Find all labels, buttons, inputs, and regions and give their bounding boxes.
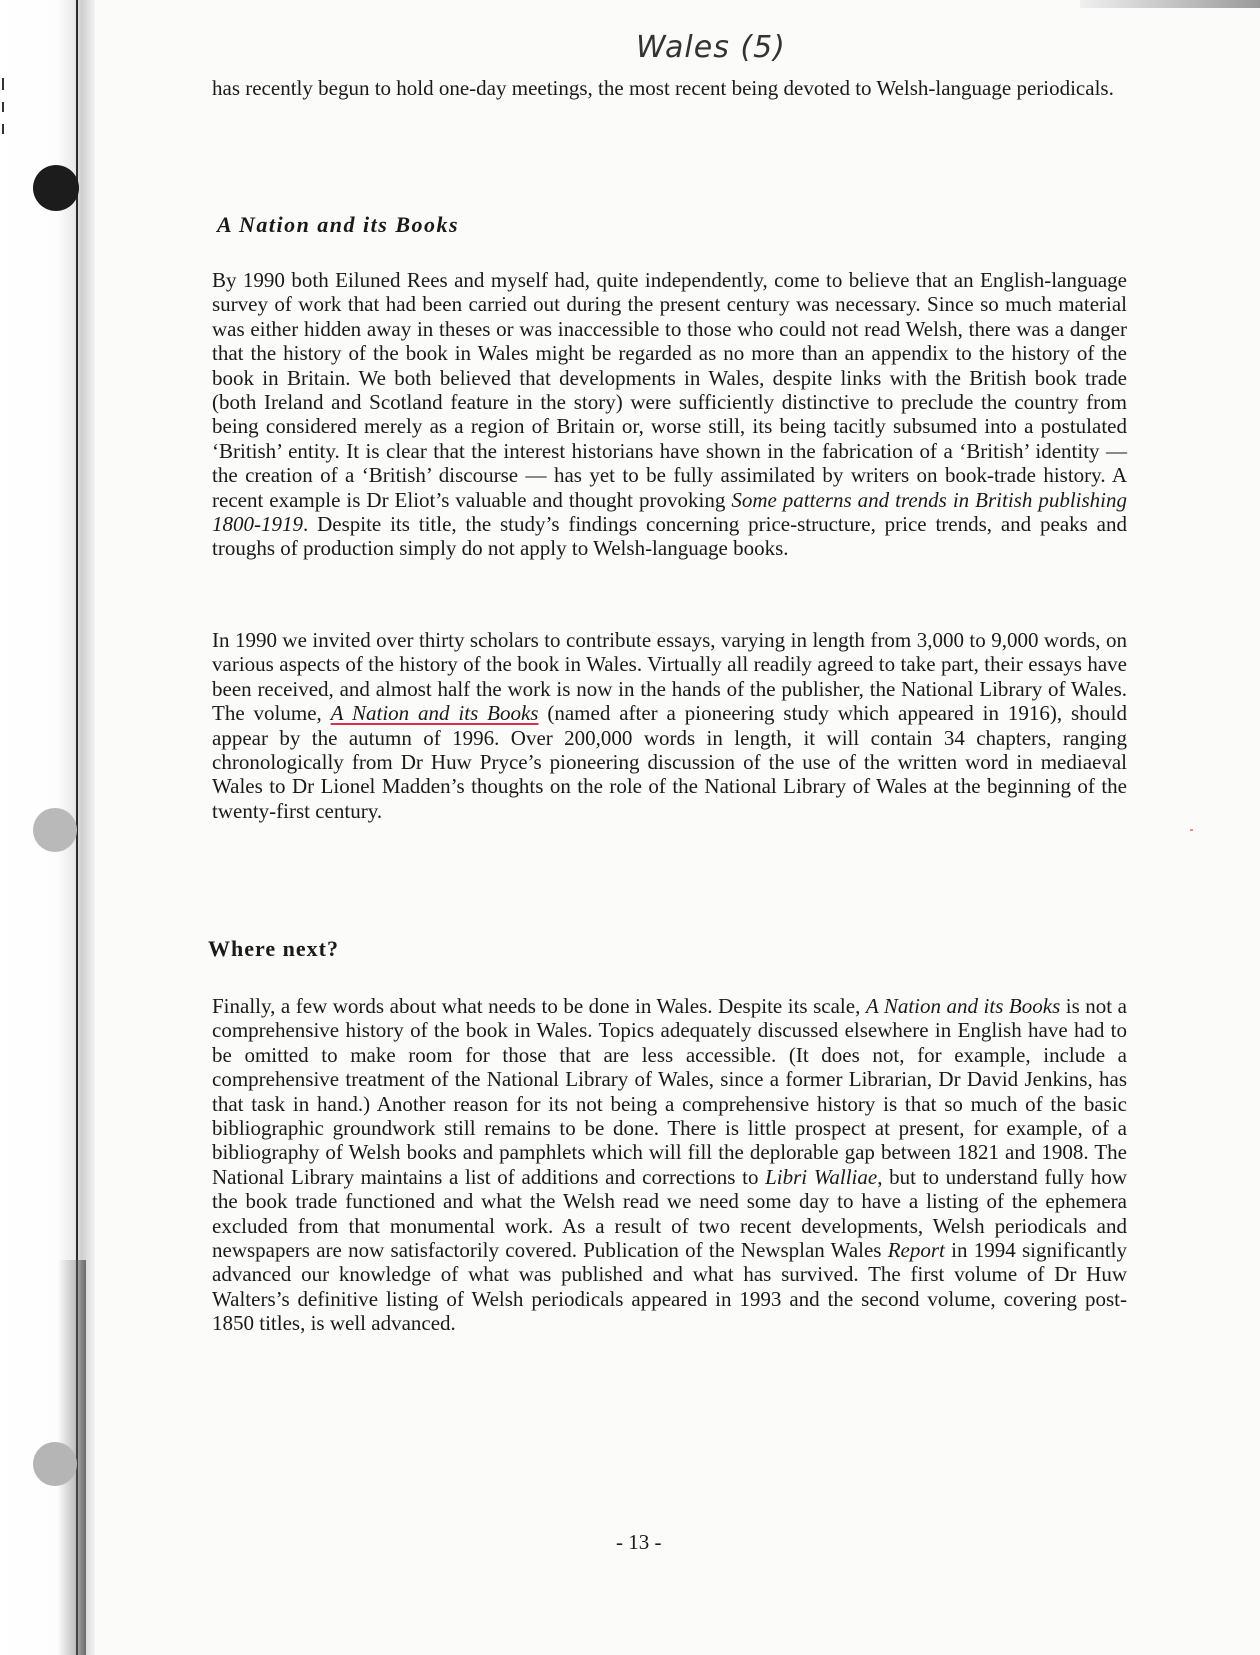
section-heading-nation: A Nation and its Books bbox=[217, 212, 460, 237]
section1-p1-title: Some patterns and trends in British publishing 1800-1919 bbox=[212, 487, 1127, 537]
section2-p1-c: , but to understand fully how the book trade functioned and what the Welsh read we need some day to have a listing of the ephemera excluded from that monumental work. As a result of two recent developments, Welsh periodicals and newspapers are now satisfactorily covered. Publication of the Newsplan Wales bbox=[212, 1164, 1127, 1263]
section2-p1-report: Report bbox=[887, 1238, 945, 1263]
intro-text: has recently begun to hold one-day meetings, the most recent being devoted to Welsh-language periodicals. bbox=[212, 76, 1114, 100]
section2-paragraph-1 bbox=[212, 994, 1127, 1336]
section-heading-where-next: Where next? bbox=[208, 936, 339, 961]
section1-p2-title: A Nation and its Books bbox=[330, 701, 539, 726]
section1-paragraph-1 bbox=[212, 268, 1127, 561]
edge-mark bbox=[2, 78, 4, 90]
edge-mark bbox=[2, 124, 4, 134]
binder-hole bbox=[33, 808, 77, 852]
ink-speck bbox=[1190, 829, 1193, 831]
binder-hole bbox=[33, 165, 79, 211]
intro-paragraph bbox=[212, 76, 1127, 100]
section2-p1-libri: Libri Walliae bbox=[765, 1164, 878, 1189]
section1-paragraph-2 bbox=[212, 628, 1127, 823]
handwritten-annotation: Wales (5) bbox=[636, 30, 786, 65]
binder-hole bbox=[33, 1442, 77, 1486]
section1-p1-b: . Despite its title, the study’s findings concerning price-structure, price trends, and peaks and troughs of production simply do not apply to Welsh-language books. bbox=[212, 512, 1127, 561]
edge-mark bbox=[2, 102, 4, 112]
page-number: - 13 - bbox=[616, 1530, 662, 1554]
section2-p1-b: is not a comprehensive history of the book in Wales. Topics adequately discussed elsewhere in English have had to be omitted to make room for those that are less accessible. (It does not, for example, include a comprehensive treatment of the National Library of Wales, since a former Librarian, Dr David Jenkins, has that task in hand.) Another reason for its not being a comprehensive history is that so much of the basic bibliographic groundwork still remains to be done. There is little prospect at present, for example, of a bibliography of Welsh books and pamphlets which will fill the deplorable gap between 1821 and 1908. The National Library maintains a list of additions and corrections to bbox=[212, 994, 1127, 1189]
section1-p1-text bbox=[212, 268, 1127, 561]
section2-p1-a: Finally, a few words about what needs to be done in Wales. Despite its scale, bbox=[212, 994, 866, 1018]
section1-p2-text bbox=[212, 628, 1127, 823]
section1-p2-b: (named after a pioneering study which appeared in 1916), should appear by the autumn of 1996. Over 200,000 words in length, it will contain 34 chapters, ranging chronologically from Dr Huw Pryce’s pioneering discussion of the use of the written word in mediaeval Wales to Dr Lionel Madden’s thoughts on the role of the National Library of Wales at the beginning of the twenty-first century. bbox=[212, 701, 1128, 823]
section2-p1-text bbox=[212, 994, 1127, 1336]
scan-top-edge bbox=[1080, 0, 1260, 8]
section2-p1-d: in 1994 significantly advanced our knowledge of what was published and what has survived. The first volume of Dr Huw Walters’s definitive listing of Welsh periodicals appeared in 1993 and the second volume, covering post-1850 titles, is well advanced. bbox=[212, 1238, 1127, 1336]
section2-p1-title: A Nation and its Books bbox=[865, 994, 1061, 1018]
section1-p1-a: By 1990 both Eiluned Rees and myself had, quite independently, come to believe that an English-language survey of work that had been carried out during the present century was necessary. Since so much material was either hidden away in theses or was inaccessible to those who could not read Welsh, there was a danger that the history of the book in Wales might be regarded as no more than an appendix to the history of the book in Britain. We both believed that developments in Wales, despite links with the British book trade (both Ireland and Scotland feature in the story) were sufficiently distinctive to preclude the country from being considered merely as a region of Britain or, worse still, its being tacitly subsumed into a postulated ‘British’ entity. It is clear that the interest historians have shown in the fabrication of a ‘British’ identity — the creation of a ‘British’ discourse — has yet to be fully assimilated by writers on book-trade history. A recent example is Dr Eliot’s valuable and thought provoking bbox=[212, 268, 1127, 512]
section1-p2-a: In 1990 we invited over thirty scholars to contribute essays, varying in length from 3,000 to 9,000 words, on various aspects of the history of the book in Wales. Virtually all readily agreed to take part, their essays have been received, and almost half the work is now in the hands of the publisher, the National Library of Wales. The volume, bbox=[212, 628, 1127, 726]
